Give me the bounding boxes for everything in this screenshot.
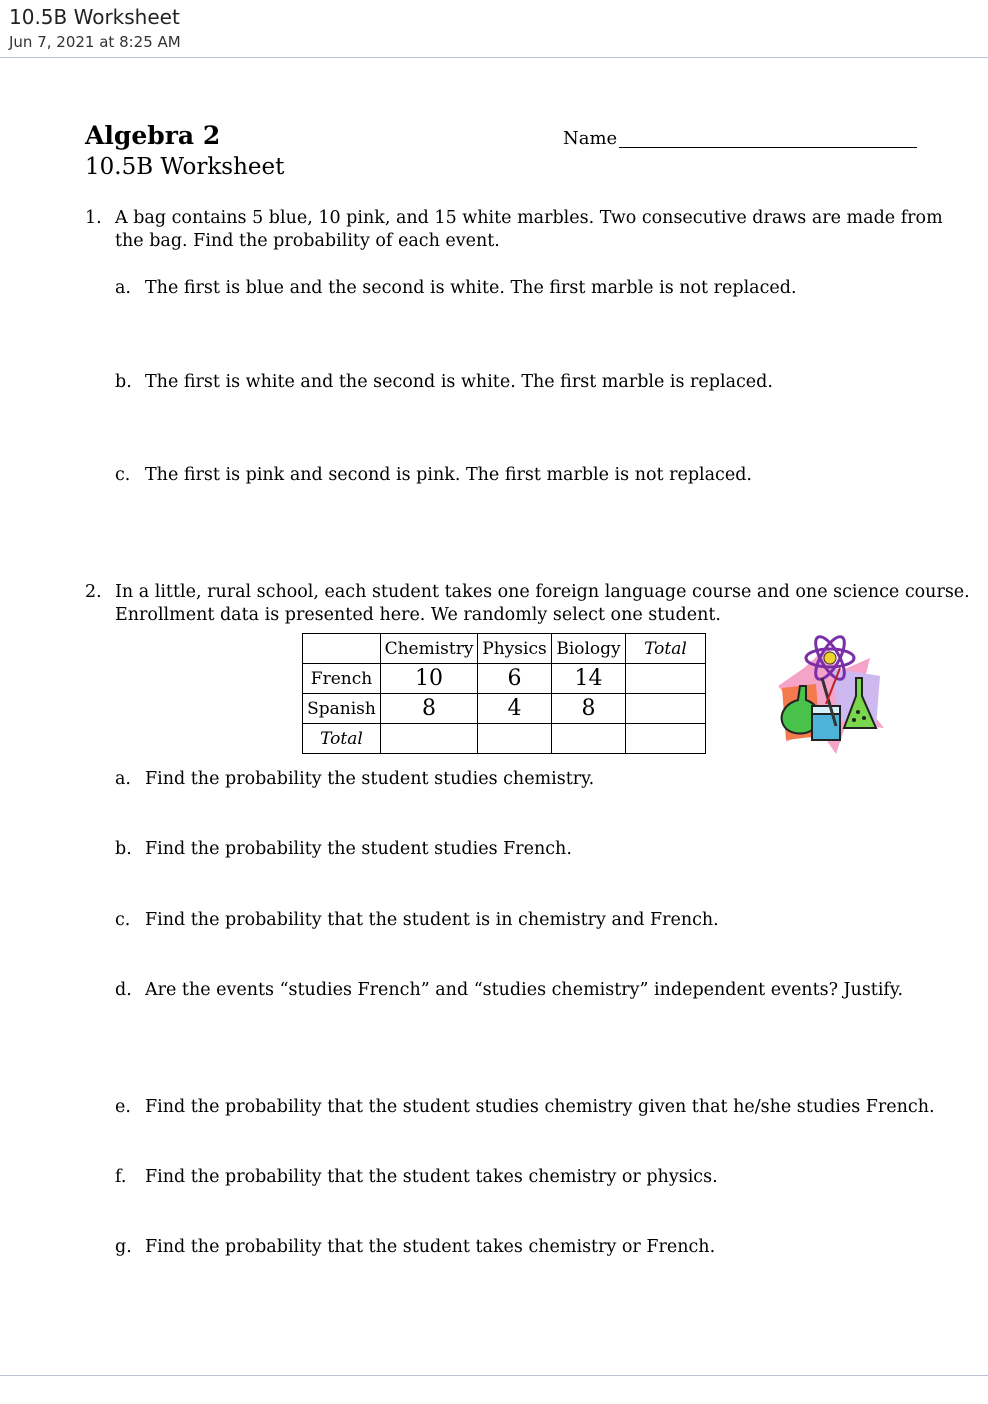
table-header-row (303, 634, 706, 664)
q2a-letter: a. (115, 769, 131, 789)
q2e-letter: e. (115, 1097, 131, 1117)
header-chemistry: Chemistry (381, 634, 478, 664)
cell-total-chemistry (381, 724, 478, 754)
q1-text-line1: A bag contains 5 blue, 10 pink, and 15 white marbles. Two consecutive draws are made from (115, 208, 943, 228)
q2b-text: Find the probability the student studies French. (145, 839, 572, 859)
row-label-total: Total (303, 724, 381, 754)
q2a-text: Find the probability the student studies chemistry. (145, 769, 595, 789)
cell-spanish-total (626, 694, 706, 724)
cell-french-physics: 6 (478, 664, 552, 694)
page-bottom-divider (0, 1375, 988, 1376)
q1a-text: The first is blue and the second is white. The first marble is not replaced. (145, 278, 797, 298)
row-label-french: French (303, 664, 381, 694)
q2-number: 2. (85, 582, 102, 602)
q2f-letter: f. (115, 1167, 127, 1187)
table-corner-cell (303, 634, 381, 664)
cell-total-physics (478, 724, 552, 754)
table-row-spanish (303, 694, 706, 724)
science-clipart-icon (776, 628, 886, 756)
q2g-letter: g. (115, 1237, 132, 1257)
q1-number: 1. (85, 208, 102, 228)
q2d-text: Are the events “studies French” and “studies chemistry” independent events? Justify. (145, 980, 904, 1000)
course-title: Algebra 2 (85, 121, 221, 150)
q2-text-line1: In a little, rural school, each student takes one foreign language course and one science course. (115, 582, 970, 602)
header-physics: Physics (478, 634, 552, 664)
cell-total-biology (552, 724, 626, 754)
cell-french-biology: 14 (552, 664, 626, 694)
q1c-letter: c. (115, 465, 131, 485)
q2g-text: Find the probability that the student takes chemistry or French. (145, 1237, 716, 1257)
row-label-spanish: Spanish (303, 694, 381, 724)
q2e-text: Find the probability that the student studies chemistry given that he/she studies French. (145, 1097, 935, 1117)
table-row-total (303, 724, 706, 754)
cell-total-total (626, 724, 706, 754)
q1c-text: The first is pink and second is pink. The first marble is not replaced. (145, 465, 752, 485)
header-total: Total (626, 634, 706, 664)
document-title: 10.5B Worksheet (9, 5, 180, 29)
q1-text-line2: the bag. Find the probability of each event. (115, 231, 500, 251)
q1a-letter: a. (115, 278, 131, 298)
q2c-text: Find the probability that the student is in chemistry and French. (145, 910, 719, 930)
worksheet-title: 10.5B Worksheet (85, 154, 285, 180)
q2-text-line2: Enrollment data is presented here. We randomly select one student. (115, 605, 721, 625)
cell-spanish-physics: 4 (478, 694, 552, 724)
name-blank-line (619, 147, 917, 148)
q1b-letter: b. (115, 372, 132, 392)
header-biology: Biology (552, 634, 626, 664)
document-timestamp: Jun 7, 2021 at 8:25 AM (9, 33, 181, 51)
q1b-text: The first is white and the second is white. The first marble is replaced. (145, 372, 773, 392)
cell-french-total (626, 664, 706, 694)
cell-spanish-chemistry: 8 (381, 694, 478, 724)
enrollment-table (302, 633, 706, 754)
q2d-letter: d. (115, 980, 132, 1000)
q2c-letter: c. (115, 910, 131, 930)
viewer-header (0, 0, 988, 58)
q2f-text: Find the probability that the student takes chemistry or physics. (145, 1167, 718, 1187)
name-label: Name (563, 128, 618, 149)
cell-french-chemistry: 10 (381, 664, 478, 694)
table-row-french (303, 664, 706, 694)
q2b-letter: b. (115, 839, 132, 859)
cell-spanish-biology: 8 (552, 694, 626, 724)
